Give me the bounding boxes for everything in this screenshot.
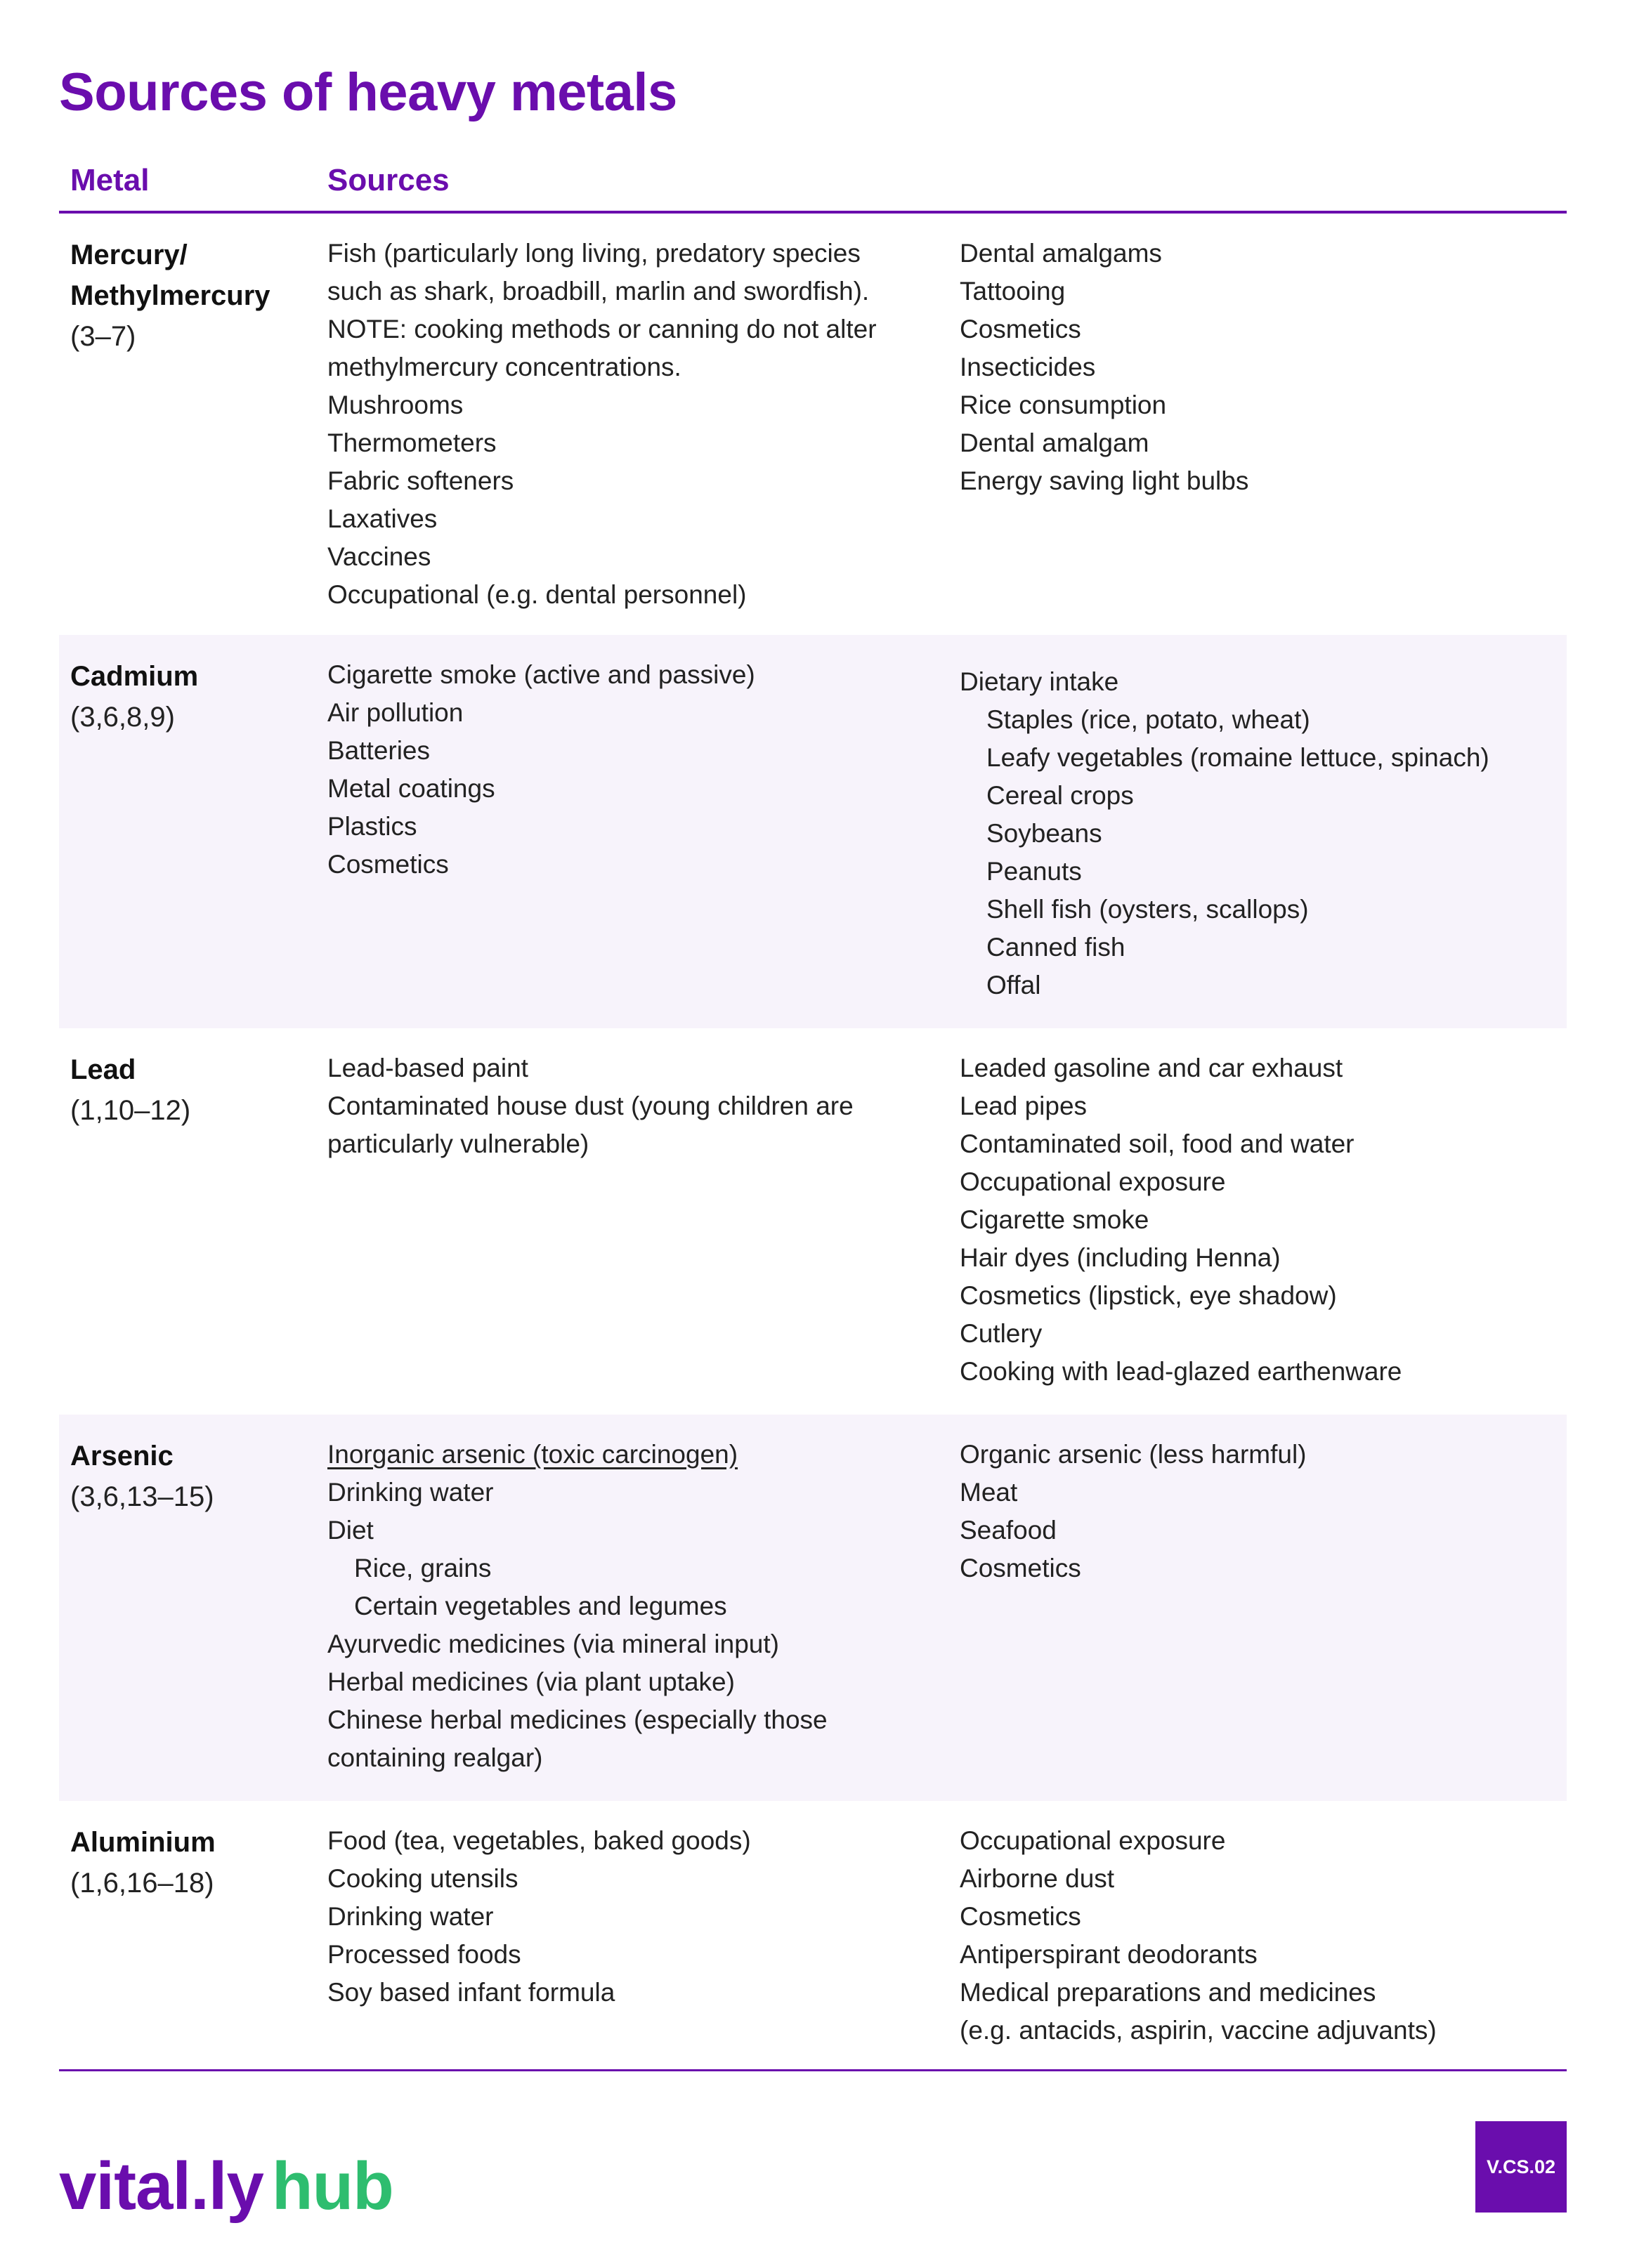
metal-name: Cadmium (70, 661, 199, 692)
metal-reference: (1,6,16–18) (70, 1868, 214, 1899)
source-item: Drinking water (327, 1902, 494, 1931)
table-bottom-rule (59, 2069, 1567, 2071)
table-row-cadmium (59, 635, 1567, 1028)
source-item: Laxatives (327, 504, 438, 533)
document-code: V.CS.02 (1486, 2156, 1556, 2177)
source-subitem: Shell fish (oysters, scallops) (986, 895, 1309, 924)
source-item: Drinking water (327, 1478, 494, 1507)
source-subheading: Dietary intake (960, 667, 1119, 696)
source-item: Cooking utensils (327, 1864, 518, 1893)
source-item: Contaminated house dust (young children are (327, 1092, 854, 1120)
metal-reference: (3–7) (70, 321, 136, 352)
sources-column-2 (960, 1049, 1557, 1391)
source-item: Meat (960, 1478, 1018, 1507)
source-item: Contaminated soil, food and water (960, 1129, 1355, 1158)
source-item: Seafood (960, 1516, 1057, 1545)
metal-reference: (3,6,13–15) (70, 1481, 214, 1512)
sources-column-1 (327, 235, 946, 614)
metal-reference: (3,6,8,9) (70, 702, 175, 733)
source-item: Soy based infant formula (327, 1978, 615, 2007)
source-item: (e.g. antacids, aspirin, vaccine adjuvants) (960, 2016, 1437, 2045)
source-item: Dental amalgams (960, 239, 1162, 268)
table-row-aluminium (59, 1801, 1567, 2069)
source-item: Cigarette smoke (active and passive) (327, 660, 755, 689)
source-item: Cosmetics (960, 1554, 1081, 1582)
metal-reference: (1,10–12) (70, 1095, 191, 1126)
source-item: Cosmetics (lipstick, eye shadow) (960, 1281, 1337, 1310)
sources-column-2 (960, 235, 1557, 500)
sources-column-2 (960, 1436, 1557, 1587)
source-item: Fabric softeners (327, 466, 514, 495)
metal-column-header: Metal (70, 163, 150, 197)
sources-column-1 (327, 1049, 946, 1163)
source-subitem: Staples (rice, potato, wheat) (986, 705, 1310, 734)
metal-cell (70, 1049, 309, 1131)
source-subitem: Cereal crops (986, 781, 1134, 810)
source-item: Airborne dust (960, 1864, 1115, 1893)
source-item: Thermometers (327, 428, 497, 457)
metal-name: Aluminium (70, 1827, 216, 1858)
metal-name-line2: Methylmercury (70, 280, 270, 311)
source-item: Ayurvedic medicines (via mineral input) (327, 1630, 779, 1658)
source-item: Cooking with lead-glazed earthenware (960, 1357, 1402, 1386)
source-item: Cutlery (960, 1319, 1043, 1348)
table-row-mercury (59, 214, 1567, 635)
source-item: Chinese herbal medicines (especially those (327, 1705, 828, 1734)
source-item: Mushrooms (327, 391, 464, 419)
source-item: Fish (particularly long living, predatory species (327, 239, 861, 268)
sources-column-header: Sources (327, 163, 450, 197)
source-subitem: Rice, grains (354, 1554, 492, 1582)
source-item: Cosmetics (960, 315, 1081, 343)
source-item: Occupational exposure (960, 1826, 1226, 1855)
table-row-arsenic (59, 1415, 1567, 1801)
sources-column-1 (327, 1436, 946, 1777)
source-item: methylmercury concentrations. (327, 353, 681, 381)
source-item: Medical preparations and medicines (960, 1978, 1376, 2007)
source-item: Processed foods (327, 1940, 521, 1969)
source-item: Hair dyes (including Henna) (960, 1243, 1281, 1272)
source-item: Lead pipes (960, 1092, 1088, 1120)
source-item: Energy saving light bulbs (960, 466, 1249, 495)
source-item: Vaccines (327, 542, 431, 571)
source-item: Leaded gasoline and car exhaust (960, 1054, 1343, 1082)
source-item: Plastics (327, 812, 417, 841)
source-item: Antiperspirant deodorants (960, 1940, 1258, 1969)
metal-cell (70, 1436, 309, 1517)
page-title: Sources of heavy metals (59, 63, 677, 122)
source-item: Cosmetics (960, 1902, 1081, 1931)
source-item: Rice consumption (960, 391, 1167, 419)
source-item: particularly vulnerable) (327, 1129, 589, 1158)
logo-text-vitally: vital.ly (59, 2149, 263, 2224)
metal-cell (70, 1822, 309, 1903)
source-subheading: Inorganic arsenic (toxic carcinogen) (327, 1440, 738, 1469)
source-item: Diet (327, 1516, 374, 1545)
source-subitem: Peanuts (986, 857, 1082, 886)
source-item: such as shark, broadbill, marlin and swordfish). (327, 277, 870, 306)
brand-logo (59, 2148, 393, 2225)
source-subitem: Certain vegetables and legumes (354, 1592, 727, 1620)
sources-column-2 (960, 663, 1557, 1004)
source-item: Organic arsenic (less harmful) (960, 1440, 1307, 1469)
source-item: Insecticides (960, 353, 1096, 381)
sources-column-1 (327, 656, 946, 884)
sources-column-2 (960, 1822, 1557, 2050)
document-code-badge (1475, 2121, 1567, 2213)
source-item: Cosmetics (327, 850, 449, 879)
source-item: Herbal medicines (via plant uptake) (327, 1667, 735, 1696)
sources-column-1 (327, 1822, 946, 2012)
table-row-lead (59, 1028, 1567, 1415)
logo-text-hub: hub (271, 2149, 393, 2224)
metal-name: Arsenic (70, 1441, 174, 1471)
metal-cell (70, 656, 309, 738)
source-subitem: Leafy vegetables (romaine lettuce, spinach) (986, 743, 1489, 772)
source-item: Cigarette smoke (960, 1205, 1149, 1234)
metal-cell (70, 235, 309, 357)
source-item: Occupational exposure (960, 1167, 1226, 1196)
metal-name: Lead (70, 1054, 136, 1085)
source-subitem: Soybeans (986, 819, 1102, 848)
source-item: Metal coatings (327, 774, 495, 803)
source-item: Occupational (e.g. dental personnel) (327, 580, 747, 609)
source-item: Food (tea, vegetables, baked goods) (327, 1826, 751, 1855)
source-subitem: Canned fish (986, 933, 1125, 962)
source-item: NOTE: cooking methods or canning do not alter (327, 315, 877, 343)
source-item: Air pollution (327, 698, 464, 727)
source-item: Tattooing (960, 277, 1066, 306)
source-item: Lead-based paint (327, 1054, 528, 1082)
metal-name: Mercury/ (70, 240, 188, 270)
source-item: Batteries (327, 736, 431, 765)
table-header (59, 163, 1567, 212)
source-item: Dental amalgam (960, 428, 1149, 457)
source-item: containing realgar) (327, 1743, 543, 1772)
source-subitem: Offal (986, 971, 1041, 999)
